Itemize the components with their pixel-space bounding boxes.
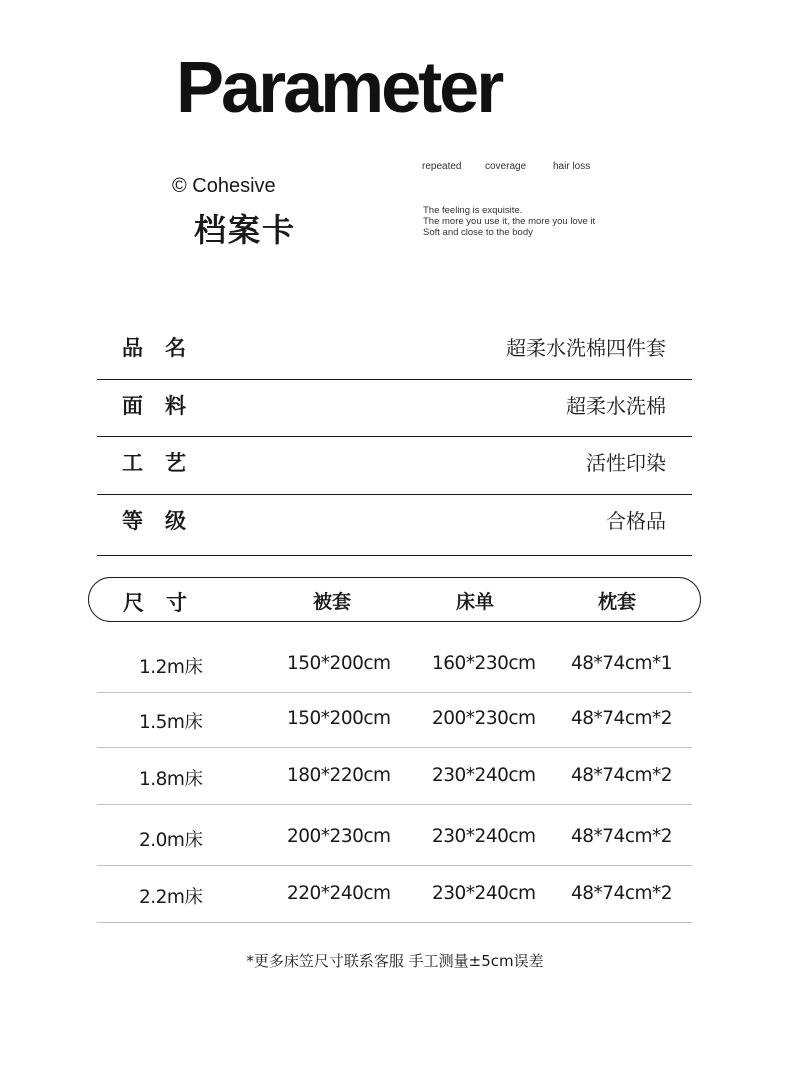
table-cell: 150*200cm bbox=[287, 653, 391, 674]
param-value: 合格品 bbox=[606, 508, 666, 533]
table-cell-size: 1.2m床 bbox=[139, 657, 203, 678]
table-row bbox=[97, 748, 692, 805]
footer-note: *更多床笠尺寸联系客服 手工测量±5cm误差 bbox=[246, 952, 544, 970]
size-table bbox=[97, 637, 692, 923]
description-line: The more you use it, the more you love it bbox=[423, 216, 596, 227]
param-table bbox=[97, 322, 692, 556]
header-duvet-cover: 被套 bbox=[313, 591, 352, 613]
table-cell: 48*74cm*2 bbox=[571, 708, 673, 729]
param-value: 超柔水洗棉四件套 bbox=[506, 336, 666, 360]
table-row bbox=[97, 693, 692, 748]
param-row-fabric bbox=[97, 380, 692, 438]
description-line: The feeling is exquisite. bbox=[423, 205, 523, 216]
brand-name: © Cohesive bbox=[172, 175, 276, 197]
table-cell: 230*240cm bbox=[432, 765, 536, 786]
tag-repeated: repeated bbox=[422, 161, 462, 172]
param-row-process bbox=[97, 437, 692, 495]
param-value: 活性印染 bbox=[586, 451, 666, 475]
param-row-grade bbox=[97, 495, 692, 556]
table-cell: 230*240cm bbox=[432, 883, 536, 904]
size-table-header bbox=[88, 577, 701, 622]
description bbox=[423, 205, 595, 238]
param-label: 品名 bbox=[122, 336, 208, 360]
table-row bbox=[97, 866, 692, 923]
param-label: 工艺 bbox=[122, 451, 208, 475]
description-line: Soft and close to the body bbox=[423, 227, 533, 238]
tag-hair-loss: hair loss bbox=[553, 161, 591, 172]
table-cell: 200*230cm bbox=[432, 708, 536, 729]
header-size: 尺寸 bbox=[123, 591, 209, 615]
table-cell: 220*240cm bbox=[287, 883, 391, 904]
page-title: Parameter bbox=[176, 48, 502, 128]
tag-coverage: coverage bbox=[485, 161, 527, 172]
table-cell: 48*74cm*2 bbox=[571, 765, 673, 786]
param-row-name bbox=[97, 322, 692, 380]
table-cell: 150*200cm bbox=[287, 708, 391, 729]
card-title: 档案卡 bbox=[194, 211, 297, 249]
table-cell: 180*220cm bbox=[287, 765, 391, 786]
table-cell-size: 2.0m床 bbox=[139, 830, 203, 851]
table-cell: 48*74cm*2 bbox=[571, 883, 673, 904]
param-label: 面料 bbox=[122, 393, 208, 418]
table-cell: 48*74cm*1 bbox=[571, 653, 673, 674]
param-value: 超柔水洗棉 bbox=[566, 393, 666, 418]
header-bed-sheet: 床单 bbox=[456, 591, 495, 613]
table-cell: 48*74cm*2 bbox=[571, 826, 673, 847]
table-cell: 230*240cm bbox=[432, 826, 536, 847]
table-cell: 160*230cm bbox=[432, 653, 536, 674]
param-label: 等级 bbox=[122, 508, 208, 533]
table-cell-size: 1.5m床 bbox=[139, 712, 203, 733]
table-row bbox=[97, 637, 692, 693]
table-cell-size: 2.2m床 bbox=[139, 887, 203, 908]
table-cell: 200*230cm bbox=[287, 826, 391, 847]
header-pillowcase: 枕套 bbox=[598, 591, 637, 613]
table-cell-size: 1.8m床 bbox=[139, 769, 203, 790]
table-row bbox=[97, 805, 692, 866]
